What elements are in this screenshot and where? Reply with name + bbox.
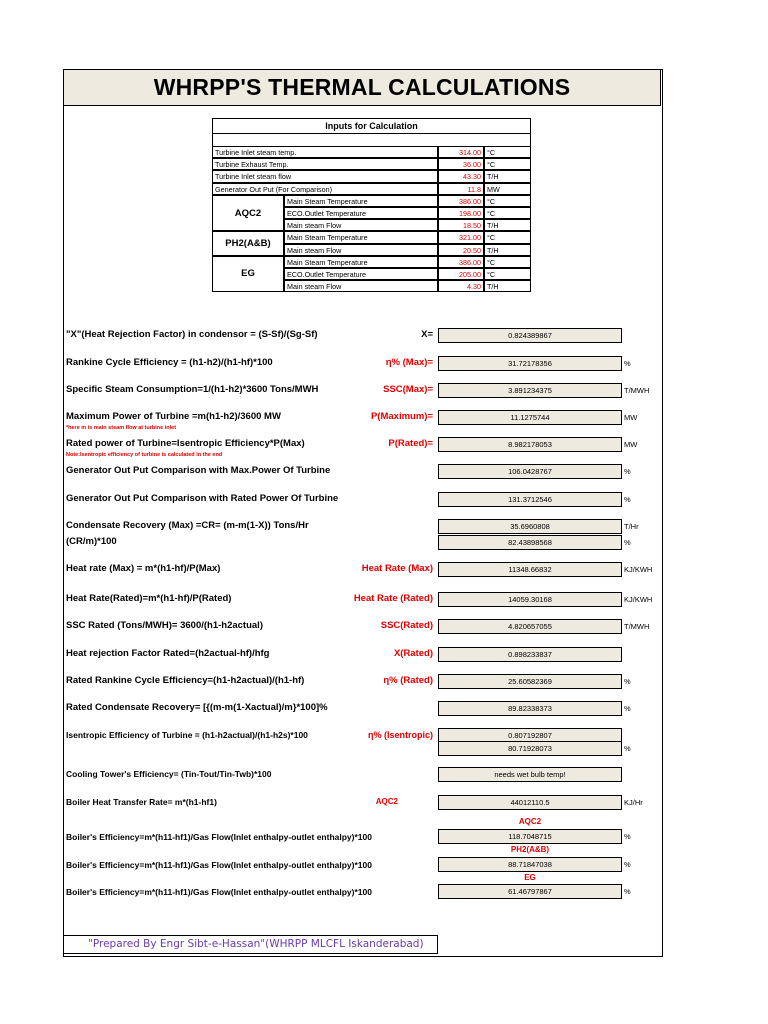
- result-value[interactable]: 35.6960808: [438, 519, 622, 534]
- result-value[interactable]: 44012110.5: [438, 795, 622, 810]
- input-label: Turbine Exhaust Temp.: [212, 158, 438, 170]
- input-row: [212, 146, 531, 158]
- formula-text: "X"(Heat Rejection Factor) in condensor = (S-Sf)/(Sg-Sf): [66, 329, 318, 340]
- formula-text: Isentropic Efficiency of Turbine = (h1-h2actual)/(h1-h2s)*100: [66, 730, 308, 740]
- formula-text: Heat rejection Factor Rated=(h2actual-hf)/hfg: [66, 648, 270, 659]
- input-label: Main steam Flow: [284, 219, 438, 231]
- input-label: Main steam Flow: [284, 244, 438, 256]
- result-value[interactable]: 8.982178053: [438, 437, 622, 452]
- input-value[interactable]: 205.00: [438, 268, 484, 280]
- input-label: Main Steam Temperature: [284, 195, 438, 207]
- input-row: [212, 170, 531, 182]
- input-label: Main Steam Temperature: [284, 256, 438, 268]
- result-symbol: X(Rated): [393, 648, 433, 659]
- formula-text: Condensate Recovery (Max) =CR= (m-m(1-X)) Tons/Hr: [66, 520, 309, 531]
- formula-text: Cooling Tower's Efficiency= (Tin-Tout/Tin-Twb)*100: [66, 769, 272, 779]
- result-value[interactable]: 25.60582369: [438, 674, 622, 689]
- input-value[interactable]: 18.50: [438, 219, 484, 231]
- result-unit: %: [624, 832, 631, 841]
- inputs-table: [212, 118, 531, 292]
- result-symbol: SSC(Rated): [380, 620, 433, 631]
- input-unit: °C: [484, 268, 531, 280]
- input-label: Main steam Flow: [284, 280, 438, 292]
- result-value[interactable]: 89.82338373: [438, 701, 622, 716]
- section-label: PH2(A&B): [510, 845, 550, 854]
- input-group-ph2: [212, 231, 531, 255]
- result-value[interactable]: 3.891234375: [438, 383, 622, 398]
- result-value[interactable]: 88.71847038: [438, 857, 622, 872]
- result-unit: %: [624, 677, 631, 686]
- result-value[interactable]: 0.807192807: [438, 728, 622, 743]
- input-group-aqc2: [212, 195, 531, 232]
- input-unit: °C: [484, 146, 531, 158]
- result-value[interactable]: 0.898233837: [438, 647, 622, 662]
- result-symbol: P(Maximum)=: [370, 411, 433, 422]
- result-symbol: η% (Rated): [383, 675, 433, 686]
- input-value[interactable]: 198.00: [438, 207, 484, 219]
- result-unit: %: [624, 860, 631, 869]
- input-row: [284, 207, 531, 219]
- result-unit: %: [624, 495, 631, 504]
- formula-text: Specific Steam Consumption=1/(h1-h2)*3600 Tons/MWH: [66, 384, 319, 395]
- input-row: [284, 268, 531, 280]
- input-row: [284, 244, 531, 256]
- input-label: ECO.Outlet Temperature: [284, 207, 438, 219]
- note-text: *here m is main steam flow at turbine inlet: [66, 425, 177, 431]
- input-row: [212, 183, 531, 195]
- formula-text: Rated Condensate Recovery= [{(m-m(1-Xactual)/m}*100]%: [66, 702, 328, 713]
- formula-text: Heat Rate(Rated)=m*(h1-hf)/P(Rated): [66, 593, 232, 604]
- formula-text: Rated power of Turbine=Isentropic Efficiency*P(Max): [66, 438, 305, 449]
- input-label: Main Steam Temperature: [284, 231, 438, 243]
- input-value[interactable]: 314.00: [438, 146, 484, 158]
- result-unit: T/MWH: [624, 622, 650, 631]
- input-unit: MW: [484, 183, 531, 195]
- result-symbol: SSC(Max)=: [383, 384, 433, 395]
- input-value[interactable]: 11.8: [438, 183, 484, 195]
- input-label: Turbine Inlet steam temp.: [212, 146, 438, 158]
- section-label: AQC2: [518, 817, 542, 826]
- group-name: AQC2: [212, 195, 284, 232]
- input-label: Turbine Inlet steam flow: [212, 170, 438, 182]
- input-unit: °C: [484, 231, 531, 243]
- result-value[interactable]: 131.3712546: [438, 492, 622, 507]
- section-label: EG: [524, 873, 536, 882]
- input-row: [284, 280, 531, 292]
- formula-text: Generator Out Put Comparison with Max.Power Of Turbine: [66, 465, 331, 476]
- input-value[interactable]: 20.50: [438, 244, 484, 256]
- result-value[interactable]: 82.43898568: [438, 535, 622, 550]
- result-symbol: P(Rated)=: [388, 438, 433, 449]
- input-unit: T/H: [484, 244, 531, 256]
- result-value[interactable]: 4.820657055: [438, 619, 622, 634]
- formula-text: Maximum Power of Turbine =m(h1-h2)/3600 MW: [66, 411, 281, 422]
- input-value[interactable]: 4.30: [438, 280, 484, 292]
- result-value[interactable]: 11348.66832: [438, 562, 622, 577]
- result-unit: KJ/KWH: [624, 565, 653, 574]
- formula-text: Boiler's Efficiency=m*(h11-hf1)/Gas Flow(Inlet enthalpy-outlet enthalpy)*100: [66, 832, 372, 842]
- result-unit: %: [624, 359, 631, 368]
- result-unit: KJ/KWH: [624, 595, 653, 604]
- input-unit: °C: [484, 158, 531, 170]
- result-symbol: Heat Rate (Max): [361, 563, 433, 574]
- formula-text: Boiler's Efficiency=m*(h11-hf1)/Gas Flow(Inlet enthalpy-outlet enthalpy)*100: [66, 860, 372, 870]
- input-value[interactable]: 386.00: [438, 256, 484, 268]
- result-value[interactable]: 31.72178356: [438, 356, 622, 371]
- group-name: PH2(A&B): [212, 231, 284, 255]
- page-title: WHRPP'S THERMAL CALCULATIONS: [63, 69, 661, 106]
- formula-text: Heat rate (Max) = m*(h1-hf)/P(Max): [66, 563, 221, 574]
- result-value[interactable]: 14059.30168: [438, 592, 622, 607]
- formula-text: SSC Rated (Tons/MWH)= 3600/(h1-h2actual): [66, 620, 263, 631]
- input-label: Generator Out Put (For Comparison): [212, 183, 438, 195]
- input-label: ECO.Outlet Temperature: [284, 268, 438, 280]
- formula-text: Rankine Cycle Efficiency = (h1-h2)/(h1-hf)*100: [66, 357, 273, 368]
- result-value[interactable]: needs wet bulb temp!: [438, 767, 622, 782]
- formula-text: Boiler's Efficiency=m*(h11-hf1)/Gas Flow(Inlet enthalpy-outlet enthalpy)*100: [66, 887, 372, 897]
- input-group-eg: [212, 256, 531, 293]
- input-value[interactable]: 386.00: [438, 195, 484, 207]
- result-unit: T/Hr: [624, 522, 639, 531]
- note-text: Note:Isentropic efficiency of turbine is calculated in the end: [66, 452, 223, 458]
- result-value[interactable]: 61.46797867: [438, 884, 622, 899]
- result-unit: %: [624, 538, 631, 547]
- formula-text: Rated Rankine Cycle Efficiency=(h1-h2actual)/(h1-hf): [66, 675, 305, 686]
- result-value[interactable]: 118.7048715: [438, 829, 622, 844]
- input-value[interactable]: 43.30: [438, 170, 484, 182]
- result-value[interactable]: 11.1275744: [438, 410, 622, 425]
- input-value[interactable]: 321.00: [438, 231, 484, 243]
- input-row: [284, 256, 531, 268]
- result-value[interactable]: 80.71928073: [438, 741, 622, 756]
- input-unit: °C: [484, 207, 531, 219]
- formula-text: Boiler Heat Transfer Rate= m*(h1-hf1): [66, 797, 217, 807]
- input-row: [284, 231, 531, 243]
- inputs-spacer: [212, 134, 531, 146]
- result-symbol: η% (Isentropic): [367, 730, 433, 740]
- result-symbol: η% (Max)=: [385, 357, 433, 368]
- result-unit: %: [624, 704, 631, 713]
- input-value[interactable]: 36.00: [438, 158, 484, 170]
- input-row: [212, 158, 531, 170]
- formula-text: Generator Out Put Comparison with Rated Power Of Turbine: [66, 493, 339, 504]
- input-unit: T/H: [484, 170, 531, 182]
- result-unit: %: [624, 887, 631, 896]
- result-symbol: X=: [421, 329, 433, 340]
- inputs-header: Inputs for Calculation: [212, 118, 531, 134]
- result-symbol: Heat Rate (Rated): [353, 593, 433, 604]
- input-unit: T/H: [484, 219, 531, 231]
- input-row: [284, 195, 531, 207]
- input-row: [284, 219, 531, 231]
- result-unit: KJ/Hr: [624, 798, 643, 807]
- group-name: EG: [212, 256, 284, 293]
- formula-text: (CR/m)*100: [66, 536, 117, 547]
- input-unit: T/H: [484, 280, 531, 292]
- result-unit: MW: [624, 440, 638, 449]
- input-unit: °C: [484, 195, 531, 207]
- result-value[interactable]: 0.824389867: [438, 328, 622, 343]
- result-unit: MW: [624, 413, 638, 422]
- result-unit: %: [624, 467, 631, 476]
- result-unit: %: [624, 744, 631, 753]
- result-unit: T/MWH: [624, 386, 650, 395]
- author-credit: "Prepared By Engr Sibt-e-Hassan"(WHRPP MLCFL Iskanderabad): [63, 935, 438, 954]
- input-unit: °C: [484, 256, 531, 268]
- result-value[interactable]: 106.0428767: [438, 464, 622, 479]
- result-symbol: AQC2: [375, 797, 398, 806]
